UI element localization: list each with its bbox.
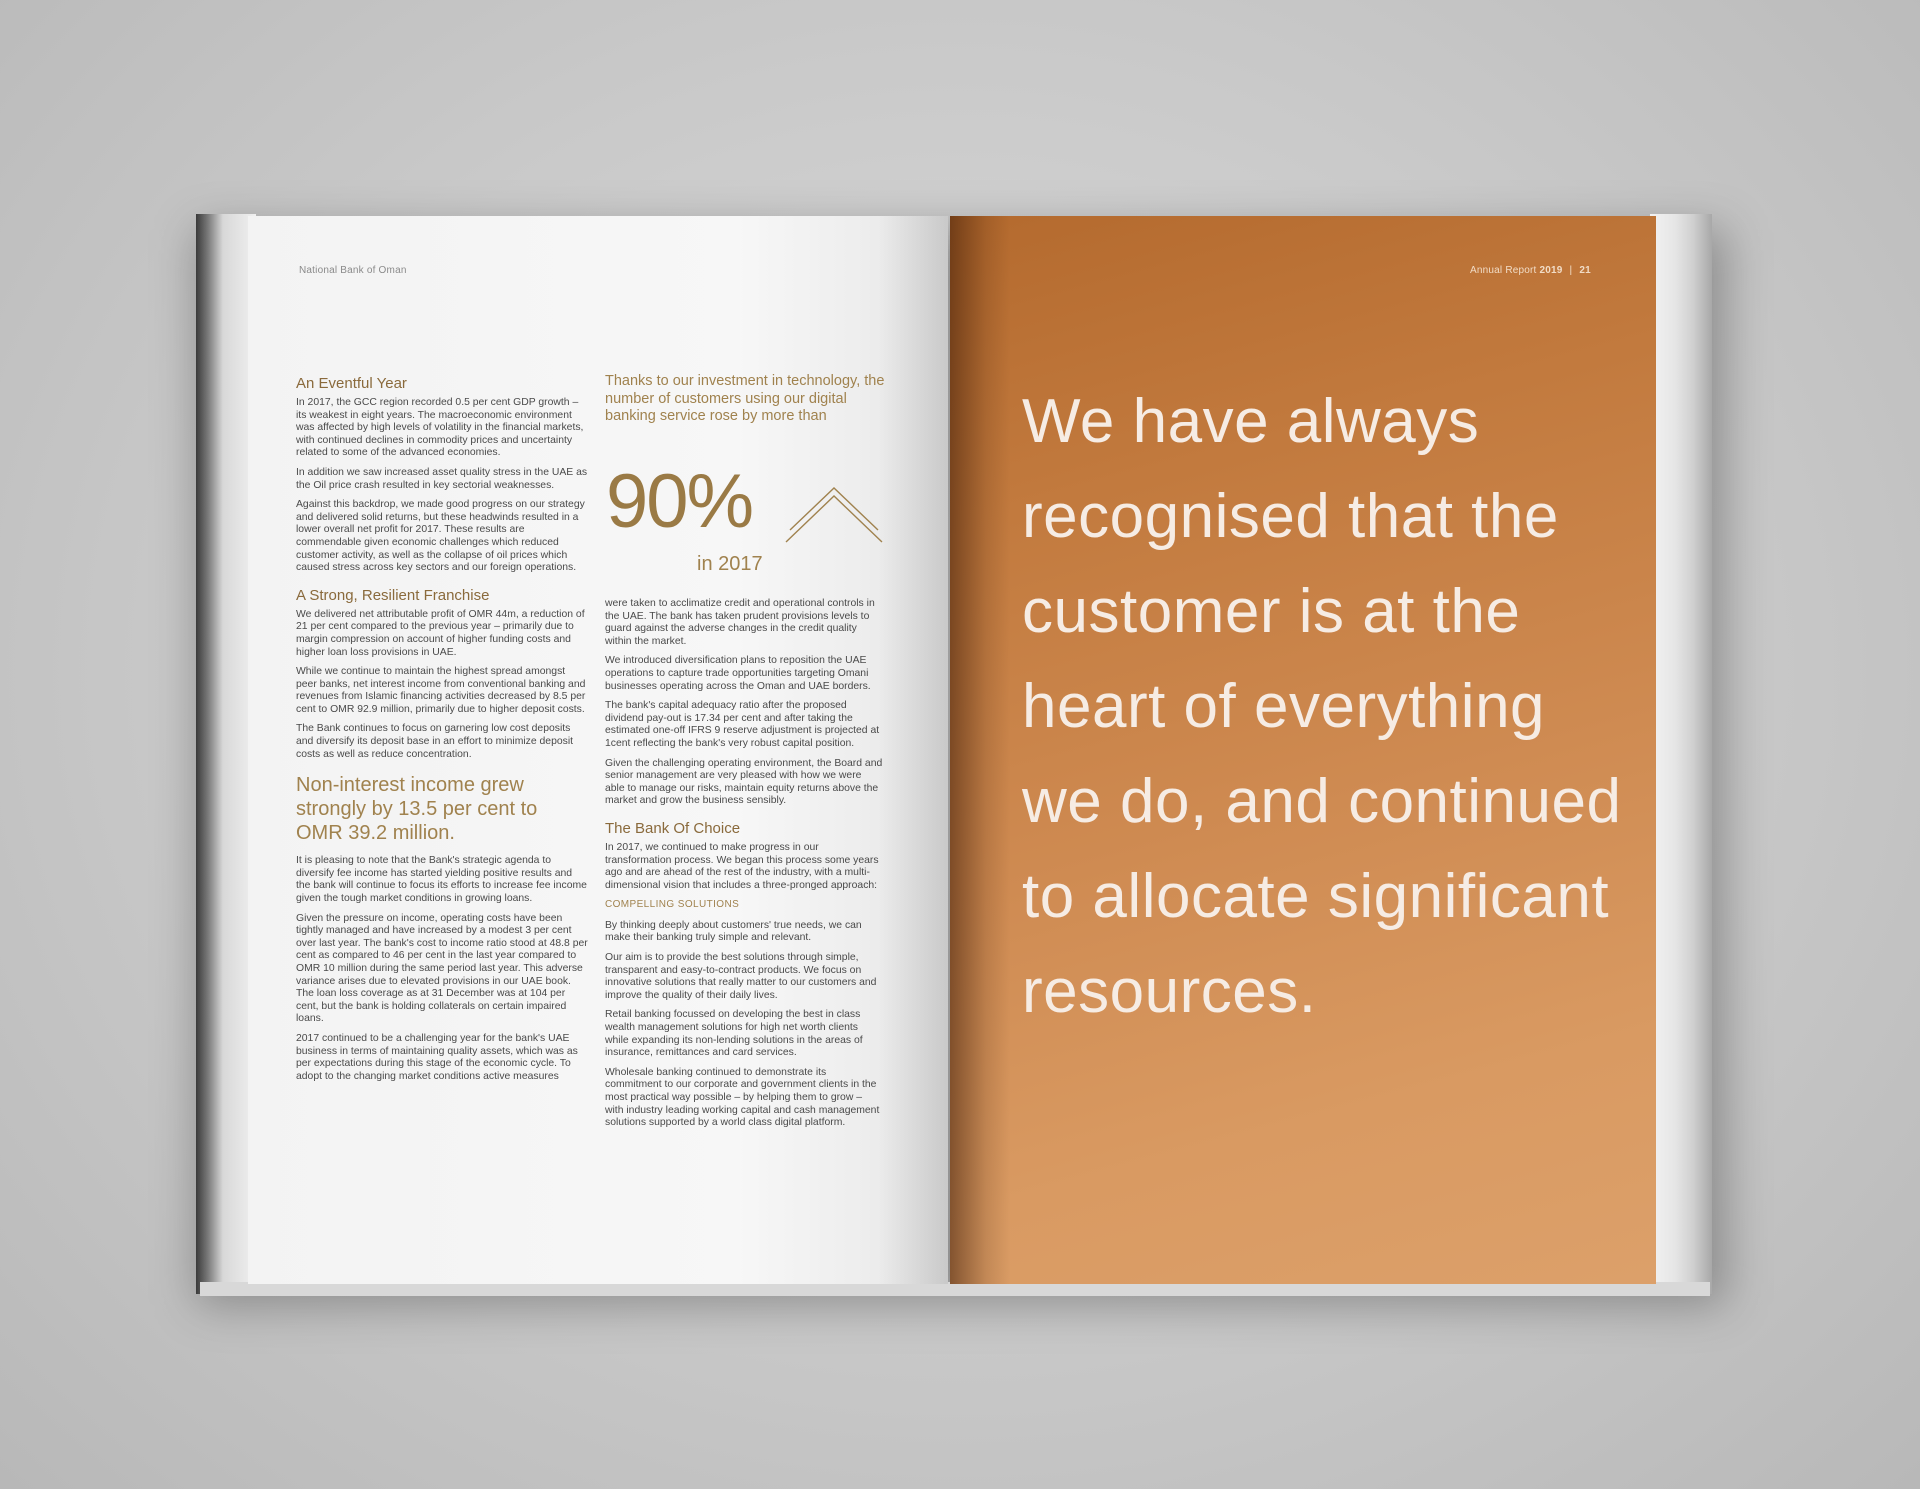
page-stack-right [1650, 214, 1712, 1294]
paragraph: Given the challenging operating environment, the Board and senior management are very pleased with how we were able to manage our risks, maintain equity returns above the market and grow the business sensibly. [605, 757, 883, 807]
paragraph: Retail banking focussed on developing the best in class wealth management solutions for high net worth clients while expanding its non-lending solutions in the areas of insurance, remittances and card services. [605, 1009, 863, 1059]
paragraph: We delivered net attributable profit of OMR 44m, a reduction of 21 per cent compared to the previous year – primarily due to margin compression on account of higher funding costs and higher loan loss provisions in UAE. [296, 608, 585, 658]
paragraph: In 2017, we continued to make progress in our transformation process. We began this process some years ago and are ahead of the rest of the industry, with a multi-dimensional vision that includes a three-pronged approach: [605, 841, 879, 891]
page-stack-left [196, 214, 256, 1294]
paragraph: The bank's capital adequacy ratio after the proposed dividend pay-out is 17.34 per cent and after taking the estimated one-off IFRS 9 reserve adjustment is projected at 1cent reflecting the bank's very robust capital position. [605, 700, 880, 749]
paragraph: Wholesale banking continued to demonstrate its commitment to our corporate and government clients in the most practical way possible – by helping them to grow – with industry leading working capital and cash management solutions supported by a world class digital platform. [605, 1066, 880, 1129]
right-column [605, 598, 883, 1137]
paragraph: In addition we saw increased asset quality stress in the UAE as the Oil price crash resulted in key sectorial weaknesses. [296, 466, 588, 491]
feature-quote: We have always recognised that the customer is at the heart of everything we do, and continued to allocate significant resources. [1022, 387, 1622, 1026]
paragraph: By thinking deeply about customers' true needs, we can make their banking truly simple and relevant. [605, 919, 862, 944]
running-header-left: National Bank of Oman [299, 265, 407, 276]
spine-shadow [950, 216, 1010, 1284]
paragraph: were taken to acclimatize credit and operational controls in the UAE. The bank has taken prudent provisions levels to guard against the adverse changes in the credit quality within the market. [605, 598, 875, 647]
section-heading: A Strong, Resilient Franchise [296, 586, 490, 604]
running-header-right [1470, 265, 1591, 276]
paragraph: Our aim is to provide the best solutions through simple, transparent and easy-to-contract products. We focus on innovative solutions that really matter to our customers and improve the quality of their daily lives. [605, 952, 877, 1001]
paragraph: Against this backdrop, we made good progress on our strategy and delivered solid returns, but these headwinds resulted in a lower overall net profit for 2017. These results are commendable given economic challenges which reduced customer activity, as well as the collapse of oil prices which caused stress across key sectors and our foreign operations. [296, 499, 585, 574]
report-year: 2019 [1539, 265, 1563, 276]
report-label: Annual Report [1470, 265, 1537, 276]
paragraph: While we continue to maintain the highest spread amongst peer banks, net interest income from conventional banking and revenues from Islamic financing activities decreased by 8.5 per cent to OMR 92.9 million, primarily due to higher deposit costs. [296, 666, 586, 715]
stat-intro: Thanks to our investment in technology, the number of customers using our digital banking service rose by more than [605, 373, 885, 424]
pull-quote: Non-interest income grew strongly by 13.5 per cent to OMR 39.2 million. [296, 774, 538, 845]
left-column [296, 375, 588, 1090]
paragraph: We introduced diversification plans to reposition the UAE operations to capture trade opportunities targeting Omani businesses operating across the Oman and UAE borders. [605, 655, 871, 692]
stat-year: in 2017 [697, 553, 763, 575]
header-separator: | [1569, 265, 1573, 276]
paragraph: It is pleasing to note that the Bank's strategic agenda to diversify fee income has started yielding positive results and the bank will continue to focus its efforts to increase fee income given the tough market conditions in growing loans. [296, 855, 587, 905]
paragraph: In 2017, the GCC region recorded 0.5 per cent GDP growth – its weakest in eight years. The macroeconomic environment was affected by high levels of volatility in the financial markets, with continued declines in commodity prices and uncertainty related to some of the advanced economies. [296, 397, 584, 459]
section-heading: The Bank Of Choice [605, 819, 741, 837]
stat-value: 90% [606, 459, 753, 544]
paragraph: 2017 continued to be a challenging year for the bank's UAE business in terms of maintaining quality assets, which was as per expectations during this stage of the economic cycle. To adopt to the changing market conditions active measures [296, 1032, 578, 1082]
section-heading: An Eventful Year [296, 375, 407, 392]
paragraph: The Bank continues to focus on garnering low cost deposits and diversify its deposit base in an effort to minimize deposit costs as well as reduce concentration. [296, 723, 574, 760]
book-cover-edge [200, 1282, 1710, 1296]
subheading: COMPELLING SOLUTIONS [605, 899, 740, 911]
page-number: 21 [1579, 265, 1591, 276]
chevron-up-icon [784, 484, 884, 546]
paragraph: Given the pressure on income, operating costs have been tightly managed and have increased by a modest 3 per cent over last year. The bank's cost to income ratio stood at 48.8 per cent as compared to 46 per cent in the last year compared to OMR 10 million during the same period last year. This adverse variance arises due to elevated provisions in our UAE book. The loan loss coverage as at 31 December was at 104 per cent, but the bank is holding collaterals on certain impaired loans. [296, 912, 588, 1025]
